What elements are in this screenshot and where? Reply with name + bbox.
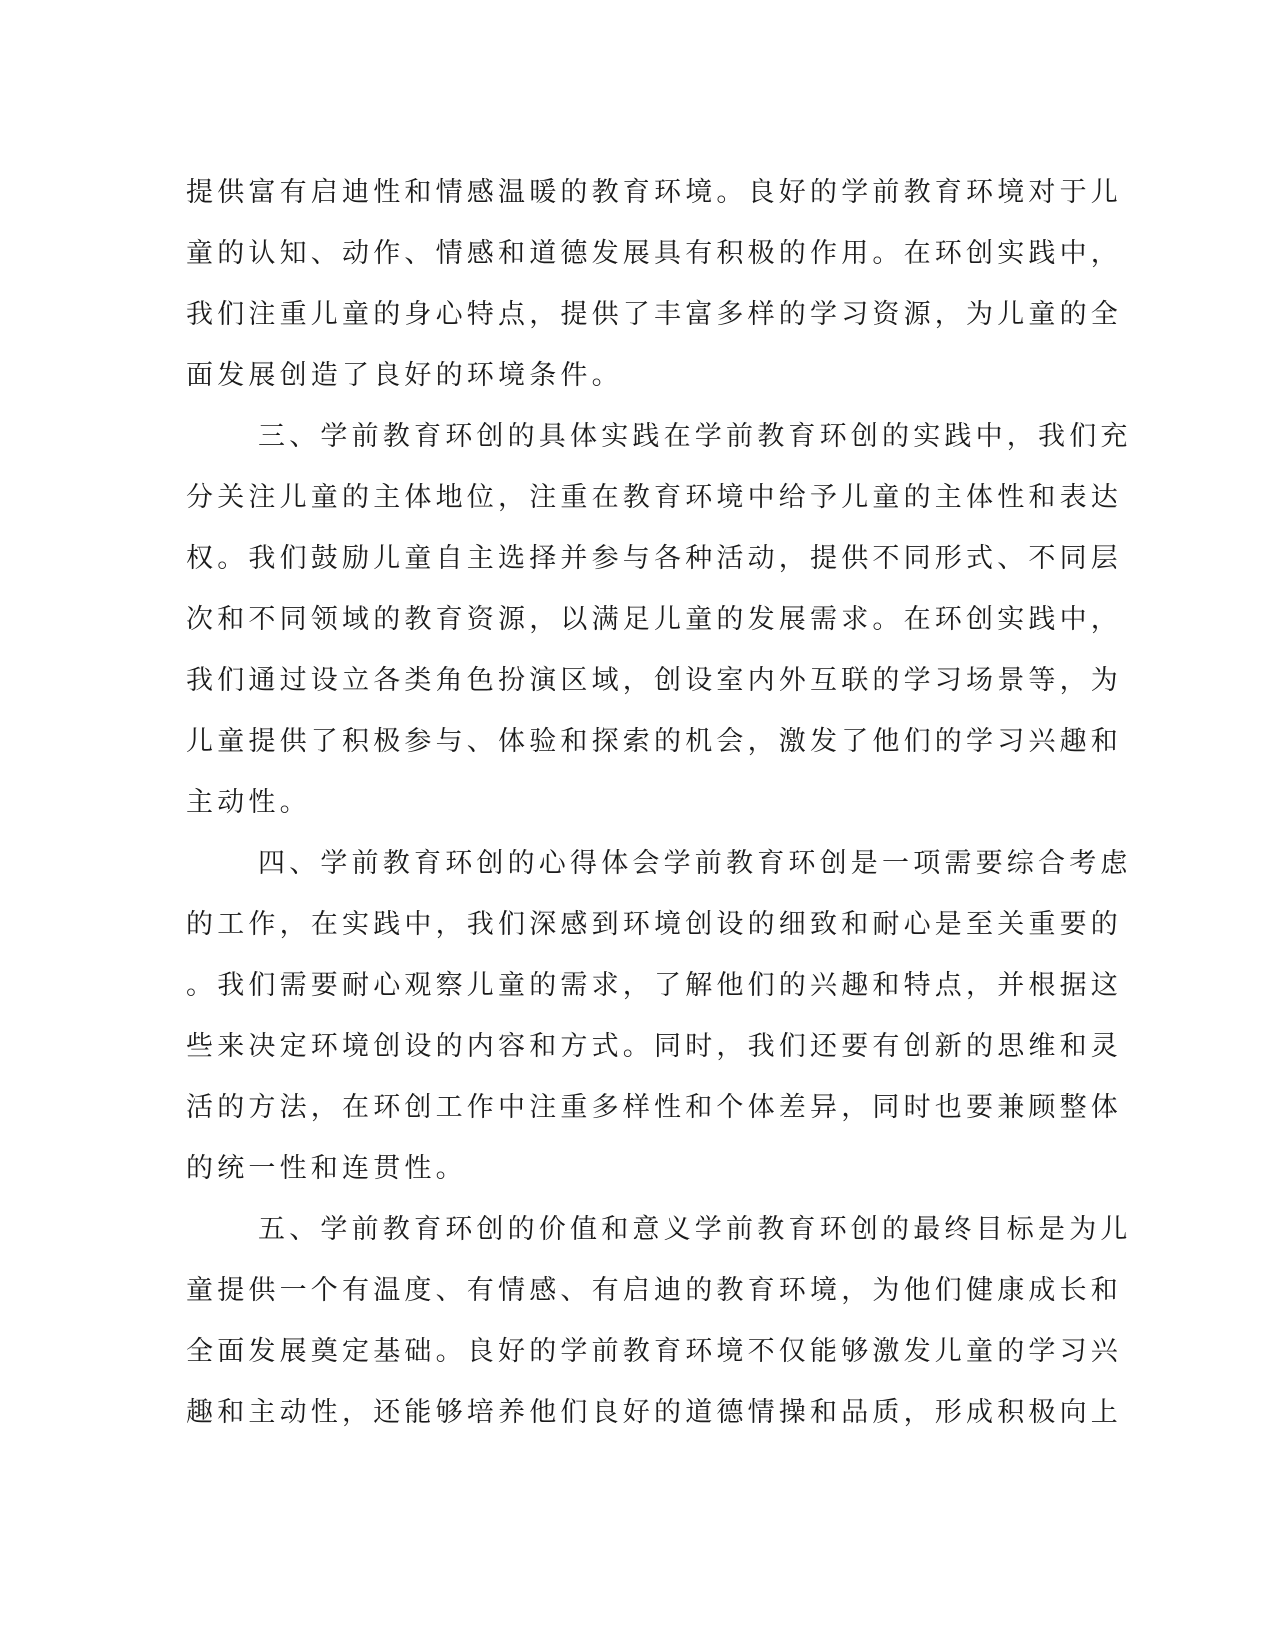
paragraph-2-line-6: 儿童提供了积极参与、体验和探索的机会，激发了他们的学习兴趣和: [186, 726, 1122, 757]
paragraph-3-line-1: 四、学前教育环创的心得体会学前教育环创是一项需要综合考虑: [258, 848, 1132, 879]
paragraph-2-line-5: 我们通过设立各类角色扮演区域，创设室内外互联的学习场景等，为: [186, 665, 1122, 696]
paragraph-3-line-5: 活的方法，在环创工作中注重多样性和个体差异，同时也要兼顾整体: [186, 1092, 1122, 1123]
paragraph-1-line-1: 提供富有启迪性和情感温暖的教育环境。良好的学前教育环境对于儿: [186, 177, 1122, 208]
paragraph-4-line-1: 五、学前教育环创的价值和意义学前教育环创的最终目标是为儿: [258, 1214, 1132, 1245]
paragraph-2-line-2: 分关注儿童的主体地位，注重在教育环境中给予儿童的主体性和表达: [186, 482, 1122, 513]
paragraph-3-line-3: 。我们需要耐心观察儿童的需求，了解他们的兴趣和特点，并根据这: [186, 970, 1122, 1001]
paragraph-2-line-4: 次和不同领域的教育资源，以满足儿童的发展需求。在环创实践中，: [186, 604, 1122, 635]
paragraph-1-line-3: 我们注重儿童的身心特点，提供了丰富多样的学习资源，为儿童的全: [186, 299, 1122, 330]
paragraph-1-line-2: 童的认知、动作、情感和道德发展具有积极的作用。在环创实践中，: [186, 238, 1122, 269]
paragraph-2-line-3: 权。我们鼓励儿童自主选择并参与各种活动，提供不同形式、不同层: [186, 543, 1122, 574]
paragraph-4-line-4: 趣和主动性，还能够培养他们良好的道德情操和品质，形成积极向上: [186, 1397, 1122, 1428]
paragraph-3-line-6: 的统一性和连贯性。: [186, 1153, 467, 1184]
paragraph-1-line-4: 面发展创造了良好的环境条件。: [186, 360, 623, 391]
document-body: [186, 162, 1132, 1443]
paragraph-2-line-1: 三、学前教育环创的具体实践在学前教育环创的实践中，我们充: [258, 421, 1132, 452]
paragraph-4-line-3: 全面发展奠定基础。良好的学前教育环境不仅能够激发儿童的学习兴: [186, 1336, 1122, 1367]
paragraph-3-line-2: 的工作，在实践中，我们深感到环境创设的细致和耐心是至关重要的: [186, 909, 1122, 940]
paragraph-3-line-4: 些来决定环境创设的内容和方式。同时，我们还要有创新的思维和灵: [186, 1031, 1122, 1062]
paragraph-4-line-2: 童提供一个有温度、有情感、有启迪的教育环境，为他们健康成长和: [186, 1275, 1122, 1306]
paragraph-2-line-7: 主动性。: [186, 787, 311, 818]
